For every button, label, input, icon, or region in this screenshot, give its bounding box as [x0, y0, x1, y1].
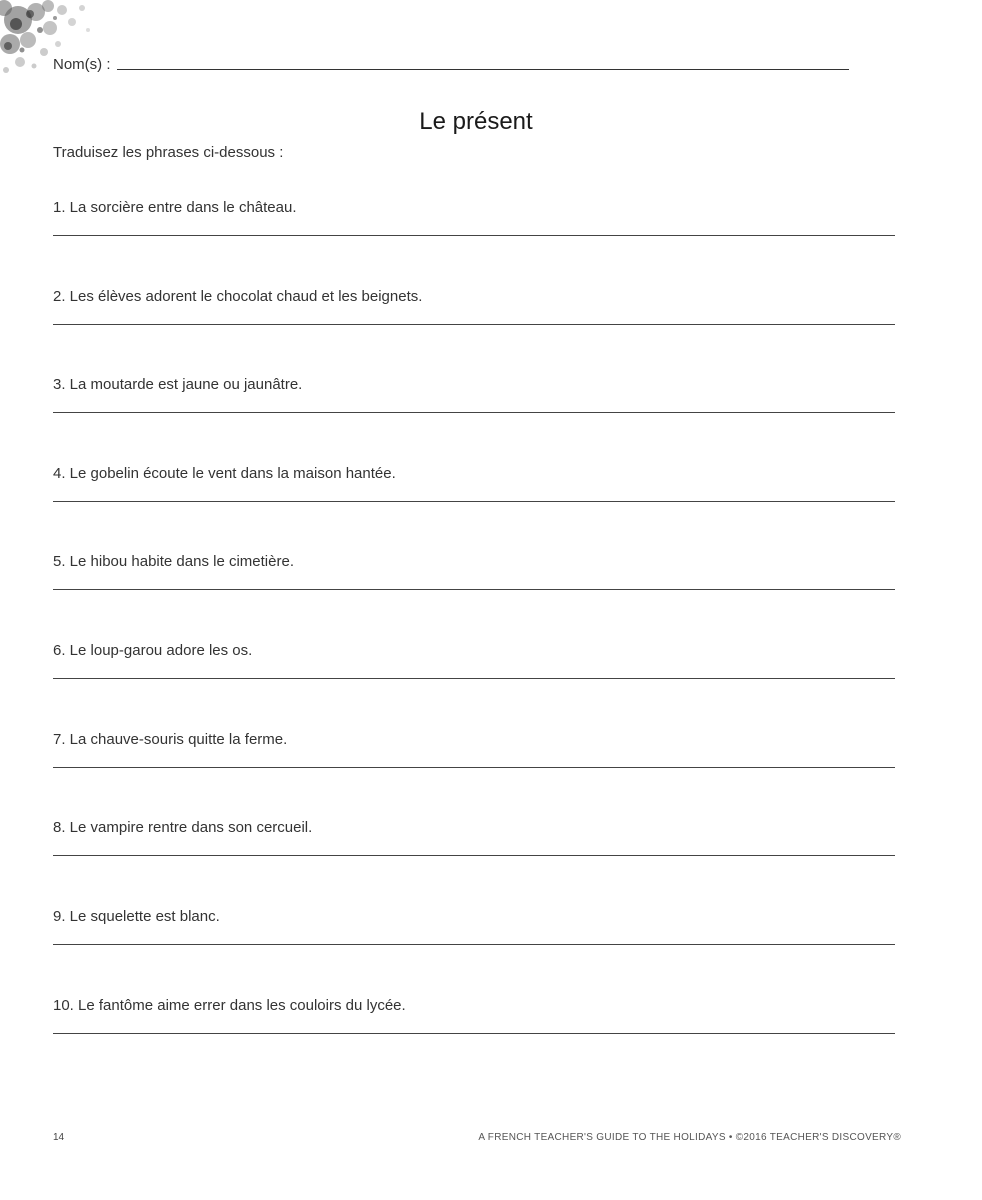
answer-line[interactable] [53, 767, 895, 768]
name-input-line[interactable] [117, 66, 850, 70]
page-number: 14 [53, 1132, 65, 1143]
exercise-sentence: 5. Le hibou habite dans le cimetière. [53, 553, 294, 570]
page-title: Le présent [419, 108, 533, 135]
exercise-sentence: 1. La sorcière entre dans le château. [53, 199, 297, 216]
exercise-sentence: 2. Les élèves adorent le chocolat chaud et les beignets. [53, 288, 423, 305]
exercise-sentence: 6. Le loup-garou adore les os. [53, 642, 253, 659]
exercise-sentence: 7. La chauve-souris quitte la ferme. [53, 731, 288, 748]
exercise-item [53, 997, 895, 1057]
exercise-item [53, 376, 895, 436]
answer-line[interactable] [53, 589, 895, 590]
name-label: Nom(s) : [53, 56, 111, 73]
answer-line[interactable] [53, 324, 895, 325]
exercise-item [53, 819, 895, 879]
exercise-item [53, 908, 895, 968]
answer-line[interactable] [53, 235, 895, 236]
exercise-item [53, 199, 895, 259]
exercise-sentence: 3. La moutarde est jaune ou jaunâtre. [53, 376, 303, 393]
exercise-item [53, 642, 895, 702]
answer-line[interactable] [53, 855, 895, 856]
exercise-sentence: 9. Le squelette est blanc. [53, 908, 220, 925]
footer-credit: A FRENCH TEACHER'S GUIDE TO THE HOLIDAYS • ©2016 TEACHER'S DISCOVERY® [478, 1132, 901, 1143]
ink-splatter-decoration [0, 0, 100, 90]
exercise-sentence: 4. Le gobelin écoute le vent dans la maison hantée. [53, 465, 396, 482]
exercise-item [53, 731, 895, 791]
answer-line[interactable] [53, 412, 895, 413]
answer-line[interactable] [53, 501, 895, 502]
answer-line[interactable] [53, 678, 895, 679]
exercise-item [53, 288, 895, 348]
answer-line[interactable] [53, 944, 895, 945]
exercise-sentence: 8. Le vampire rentre dans son cercueil. [53, 819, 313, 836]
exercise-sentence: 10. Le fantôme aime errer dans les couloirs du lycée. [53, 997, 406, 1014]
instructions: Traduisez les phrases ci-dessous : [53, 144, 284, 161]
exercise-item [53, 465, 895, 525]
exercise-item [53, 553, 895, 613]
answer-line[interactable] [53, 1033, 895, 1034]
name-row [53, 52, 849, 74]
